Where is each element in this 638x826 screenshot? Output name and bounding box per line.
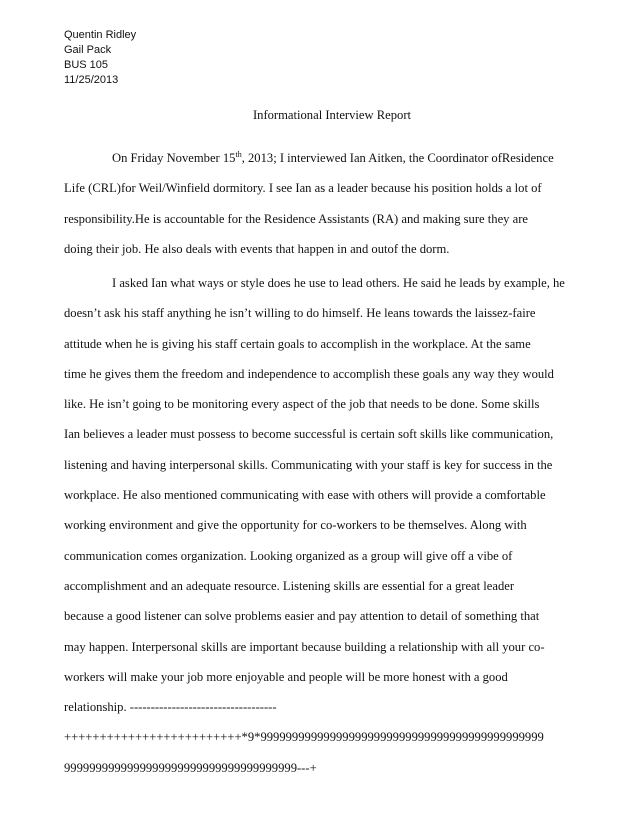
paragraph-1-line-3: responsibility.He is accountable for the Residence Assistants (RA) and making sure they are: [64, 211, 528, 226]
document-date: 11/25/2013: [64, 74, 119, 86]
paragraph-2-line-1: I asked Ian what ways or style does he use to lead others. He said he leads by example, he: [112, 276, 565, 290]
paragraph-2-line-15: relationship. -----------------------------------: [64, 700, 277, 715]
paragraph-1-line-2: Life (CRL)for Weil/Winfield dormitory. I see Ian as a leader because his position holds a lot of: [64, 181, 542, 196]
paragraph-2-line-5: like. He isn’t going to be monitoring every aspect of the job that needs to be done. Some skills: [64, 397, 540, 412]
paragraph-1: [64, 143, 578, 264]
author-name: Quentin Ridley: [64, 29, 137, 41]
paragraph-2-line-12: because a good listener can solve problems easier and pay attention to detail of something that: [64, 609, 540, 624]
paragraph-2-line-6: Ian believes a leader must possess to become successful is certain soft skills like communication,: [64, 427, 554, 442]
course-code: BUS 105: [64, 59, 109, 71]
paragraph-1-line-1: On Friday November 15th, 2013; I interviewed Ian Aitken, the Coordinator ofResidence: [112, 150, 554, 165]
paragraph-2-line-7: listening and having interpersonal skills. Communicating with your staff is key for success in the: [64, 457, 553, 472]
document-header: [64, 28, 136, 88]
paragraph-2-line-9: working environment and give the opportunity for co-workers to be themselves. Along with: [64, 518, 527, 533]
paragraph-2-line-4: time he gives them the freedom and independence to accomplish these goals any way they would: [64, 366, 554, 381]
paragraph-2-line-13: may happen. Interpersonal skills are important because building a relationship with all your co-: [64, 639, 545, 654]
paragraph-2-line-10: communication comes organization. Looking organized as a group will give off a vibe of: [64, 548, 513, 563]
paragraph-2-line-2: doesn’t ask his staff anything he isn’t willing to do himself. He leans towards the laissez-faire: [64, 306, 536, 321]
paragraph-2-line-16: +++++++++++++++++++++++++*9*999999999999999999999999999999999999999999999: [64, 730, 544, 745]
paragraph-2-line-14: workers will make your job more enjoyable and people will be more honest with a good: [64, 669, 508, 684]
paragraph-2-line-11: accomplishment and an adequate resource. Listening skills are essential for a great leader: [64, 578, 515, 593]
paragraph-2: [64, 268, 578, 783]
paragraph-2-line-3: attitude when he is giving his staff certain goals to accomplish in the workplace. At the same: [64, 336, 531, 351]
paragraph-2-line-8: workplace. He also mentioned communicating with ease with others will provide a comfortable: [64, 488, 546, 503]
document-title: Informational Interview Report: [252, 108, 412, 122]
paragraph-2-line-17: 9999999999999999999999999999999999999---+: [64, 760, 317, 775]
paragraph-1-line-4: doing their job. He also deals with events that happen in and outof the dorm.: [64, 241, 450, 256]
instructor-name: Gail Pack: [64, 44, 112, 56]
